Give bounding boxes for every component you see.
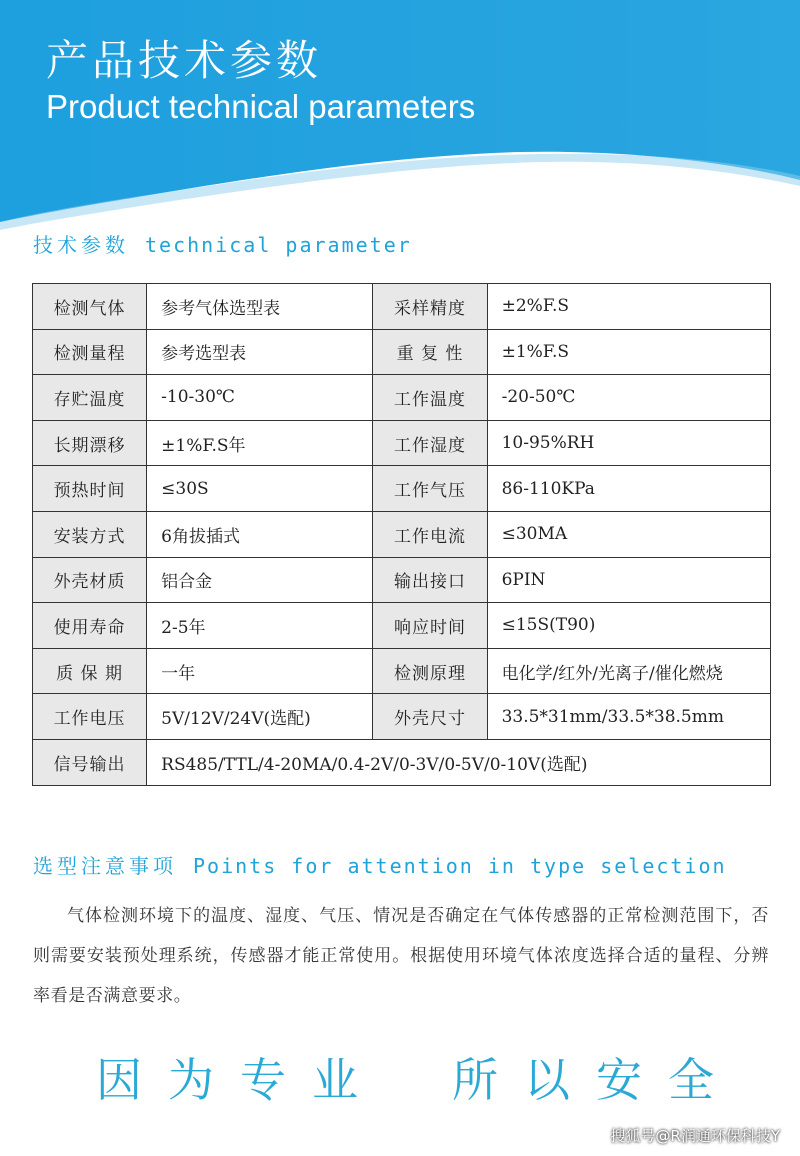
slogan-right: 所以安全 [452, 1053, 740, 1107]
spec-heading-en: technical parameter [145, 233, 412, 257]
spec-label: 检测气体 [33, 284, 147, 330]
notes-section-heading [33, 850, 727, 879]
spec-table-body [33, 284, 771, 786]
spec-value: ±1%F.S [487, 329, 770, 375]
spec-label: 存贮温度 [33, 375, 147, 421]
spec-label: 安装方式 [33, 511, 147, 557]
table-row [33, 329, 771, 375]
spec-label: 工作湿度 [373, 420, 487, 466]
spec-value: 参考选型表 [147, 329, 373, 375]
table-row [33, 739, 771, 785]
spec-label: 质 保 期 [33, 648, 147, 694]
spec-value: 电化学/红外/光离子/催化燃烧 [487, 648, 770, 694]
spec-section-heading [33, 229, 412, 258]
spec-label: 输出接口 [373, 557, 487, 603]
page-subtitle: Product technical parameters [46, 88, 476, 125]
spec-label: 工作电流 [373, 511, 487, 557]
watermark: 搜狐号@R润通环保科技Y [610, 1127, 780, 1145]
notes-heading-zh: 选型注意事项 [33, 854, 177, 878]
spec-value: ±1%F.S年 [147, 420, 373, 466]
spec-value: 铝合金 [147, 557, 373, 603]
spec-label: 重 复 性 [373, 329, 487, 375]
spec-value: ≤15S(T90) [487, 603, 770, 649]
spec-value: 10-95%RH [487, 420, 770, 466]
spec-label: 使用寿命 [33, 603, 147, 649]
table-row [33, 420, 771, 466]
spec-value: 5V/12V/24V(选配) [147, 694, 373, 740]
table-row [33, 557, 771, 603]
spec-label: 工作温度 [373, 375, 487, 421]
table-row [33, 648, 771, 694]
table-row [33, 375, 771, 421]
spec-value: ±2%F.S [487, 284, 770, 330]
spec-value: ≤30S [147, 466, 373, 512]
spec-label: 检测原理 [373, 648, 487, 694]
table-row [33, 603, 771, 649]
spec-table [32, 283, 771, 786]
spec-label: 信号输出 [33, 739, 147, 785]
spec-label: 工作气压 [373, 466, 487, 512]
spec-label: 检测量程 [33, 329, 147, 375]
spec-value: ≤30MA [487, 511, 770, 557]
spec-value: 一年 [147, 648, 373, 694]
spec-label: 采样精度 [373, 284, 487, 330]
spec-label: 预热时间 [33, 466, 147, 512]
slogan-left: 因为专业 [96, 1053, 384, 1107]
table-row [33, 511, 771, 557]
spec-value: 86-110KPa [487, 466, 770, 512]
spec-value: 6角拔插式 [147, 511, 373, 557]
header-banner [0, 0, 800, 230]
spec-label: 外壳材质 [33, 557, 147, 603]
spec-label: 响应时间 [373, 603, 487, 649]
notes-heading-en: Points for attention in type selection [193, 854, 727, 878]
page-title: 产品技术参数 [46, 36, 323, 85]
spec-heading-zh: 技术参数 [33, 233, 129, 257]
spec-value: 6PIN [487, 557, 770, 603]
spec-value: -10-30℃ [147, 375, 373, 421]
table-row [33, 694, 771, 740]
spec-value: -20-50℃ [487, 375, 770, 421]
spec-value: RS485/TTL/4-20MA/0.4-2V/0-3V/0-5V/0-10V(选配) [147, 739, 771, 785]
spec-value: 2-5年 [147, 603, 373, 649]
spec-label: 工作电压 [33, 694, 147, 740]
table-row [33, 284, 771, 330]
spec-value: 参考气体选型表 [147, 284, 373, 330]
spec-label: 长期漂移 [33, 420, 147, 466]
spec-value: 33.5*31mm/33.5*38.5mm [487, 694, 770, 740]
notes-paragraph: 气体检测环境下的温度、湿度、气压、情况是否确定在气体传感器的正常检测范围下，否则需要安装预处理系统，传感器才能正常使用。根据使用环境气体浓度选择合适的量程、分辨率看是否满意要求。 [33, 906, 769, 1006]
table-row [33, 466, 771, 512]
spec-label: 外壳尺寸 [373, 694, 487, 740]
